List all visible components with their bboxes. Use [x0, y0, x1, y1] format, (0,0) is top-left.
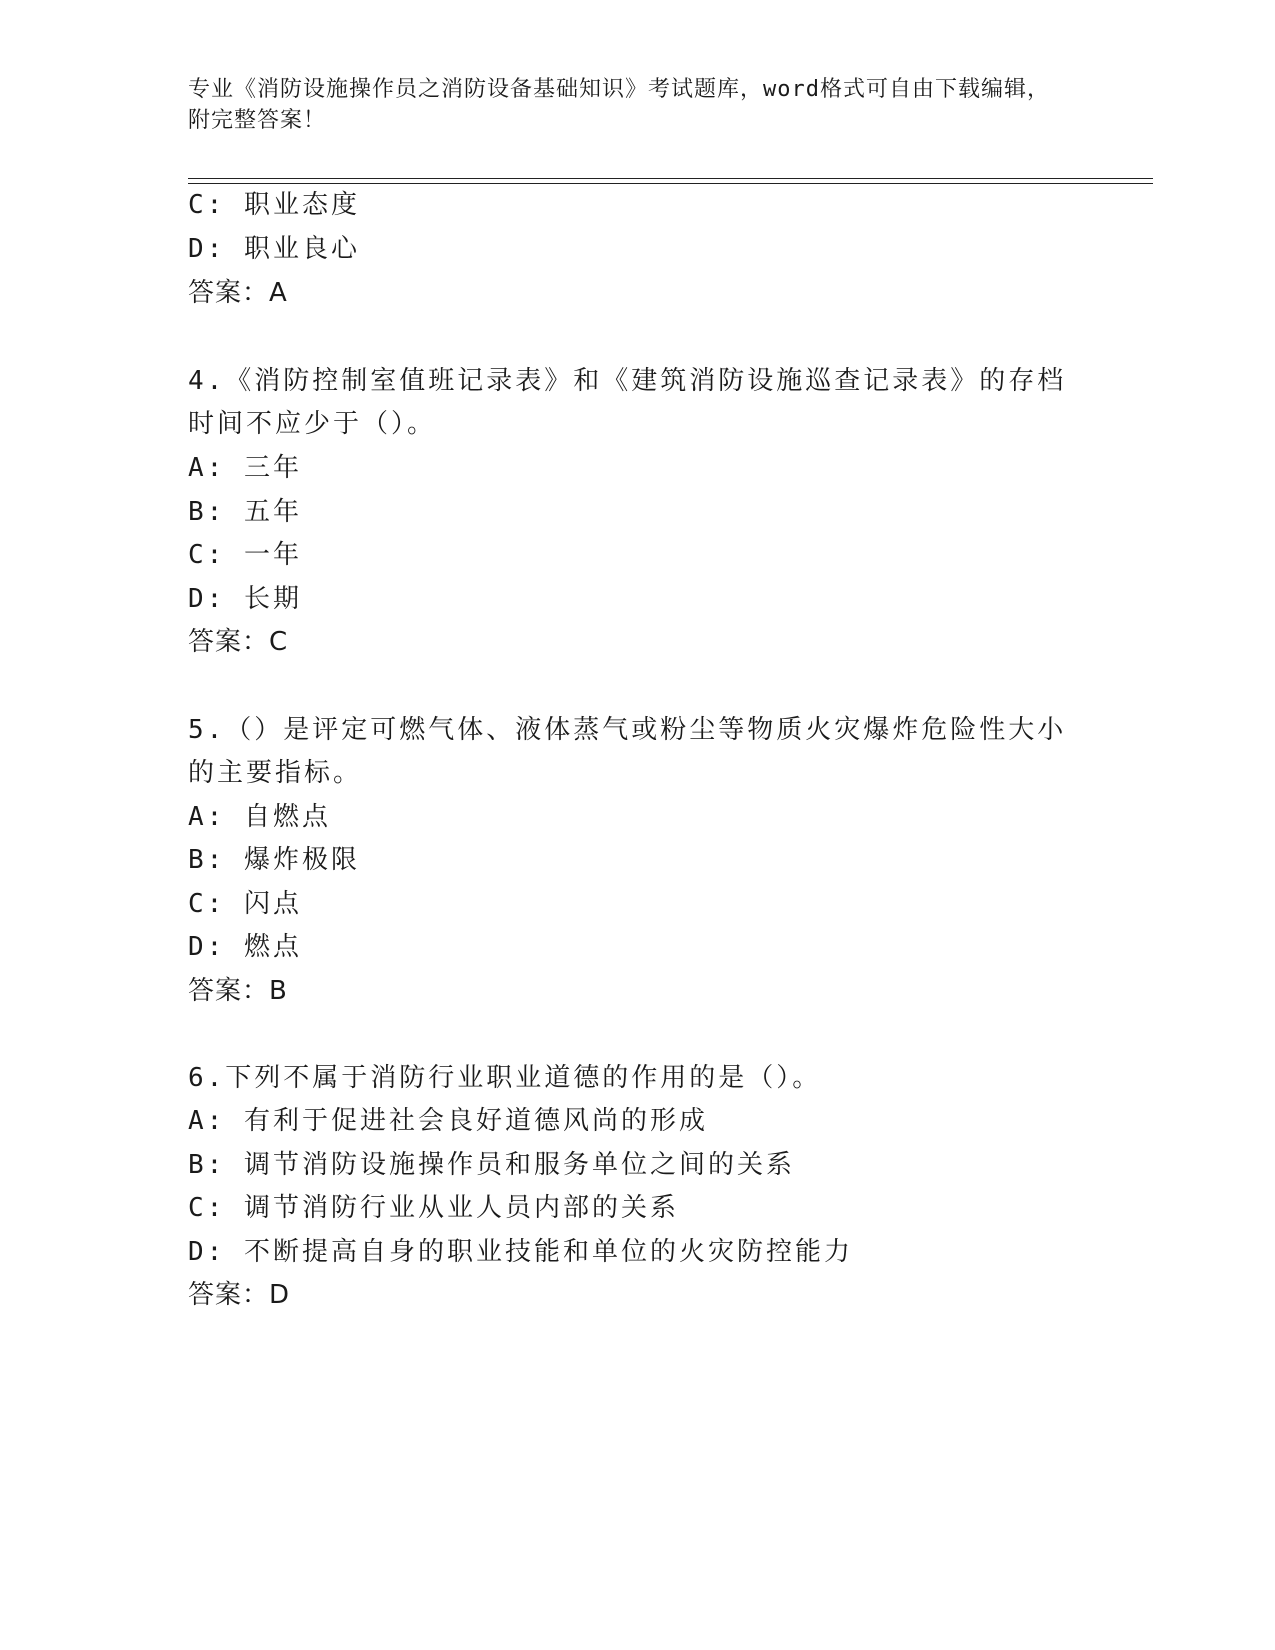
question-5-stem-line2: 的主要指标。 [188, 758, 363, 788]
question-6-option-b: B: 调节消防设施操作员和服务单位之间的关系 [188, 1150, 795, 1180]
question-5-option-d: D: 燃点 [188, 932, 302, 962]
question-6-option-d: D: 不断提高自身的职业技能和单位的火灾防控能力 [188, 1237, 853, 1267]
question-5-stem-line1: 5.（）是评定可燃气体、液体蒸气或粉尘等物质火灾爆炸危险性大小 [188, 715, 1067, 745]
document-header: 专业《消防设施操作员之消防设备基础知识》考试题库，word格式可自由下载编辑，附完整答案！ [188, 77, 1050, 133]
question-6-stem-line1: 6.下列不属于消防行业职业道德的作用的是（）。 [188, 1063, 822, 1093]
question-4-option-d: D: 长期 [188, 584, 302, 614]
question-6-option-c: C: 调节消防行业从业人员内部的关系 [188, 1193, 679, 1223]
question-4-option-a: A: 三年 [188, 453, 302, 483]
question-5-option-c: C: 闪点 [188, 889, 302, 919]
prev-question-answer: 答案：A [188, 278, 288, 308]
question-4-stem-line1: 4.《消防控制室值班记录表》和《建筑消防设施巡查记录表》的存档 [188, 366, 1067, 396]
question-5-answer: 答案：B [188, 976, 288, 1006]
header-divider-bottom [188, 183, 1153, 184]
question-5-option-a: A: 自燃点 [188, 802, 331, 832]
question-6-answer: 答案：D [188, 1280, 291, 1310]
question-5-option-b: B: 爆炸极限 [188, 845, 360, 875]
prev-question-option-d: D: 职业良心 [188, 234, 360, 264]
question-6-option-a: A: 有利于促进社会良好道德风尚的形成 [188, 1106, 708, 1136]
question-4-option-b: B: 五年 [188, 497, 302, 527]
question-4-stem-line2: 时间不应少于（）。 [188, 409, 437, 439]
header-divider-top [188, 178, 1153, 179]
question-4-option-c: C: 一年 [188, 540, 302, 570]
question-4-answer: 答案：C [188, 627, 289, 657]
prev-question-option-c: C: 职业态度 [188, 190, 360, 220]
